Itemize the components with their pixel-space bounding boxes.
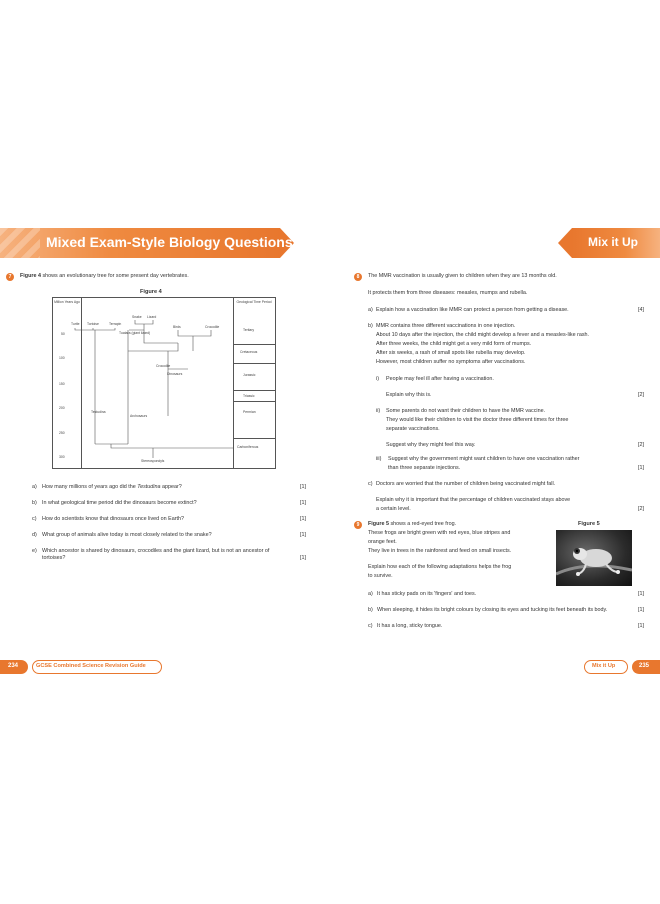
q8-bii-line-3: separate vaccinations. <box>386 426 440 432</box>
q7-intro: Figure 4 shows an evolutionary tree for some present day vertebrates. <box>20 273 189 279</box>
q8-b-line-4: After six weeks, a rash of small spots like rubella may develop. <box>376 350 526 356</box>
page-title: Mixed Exam-Style Biology Questions <box>46 234 293 250</box>
left-footer-text: GCSE Combined Science Revision Guide <box>36 663 146 669</box>
question-number-9: 9 <box>354 521 362 529</box>
q9-line-1: These frogs are bright green with red eyes, blue stripes and <box>368 530 511 536</box>
period-triassic: Triassic <box>243 394 255 398</box>
q8-bii-label: ii) <box>376 408 381 414</box>
label-testudina: Testudina <box>91 410 106 414</box>
section-title: Mix it Up <box>588 235 638 249</box>
age-50: 50 <box>61 332 65 336</box>
age-200: 200 <box>59 406 65 410</box>
label-archosaurs: Archosaurs <box>130 414 148 418</box>
evolutionary-tree-figure <box>52 297 276 469</box>
figure-5-title: Figure 5 <box>578 521 600 527</box>
q8-a-mark: [4] <box>638 307 644 313</box>
col-right-header: Geological Time Period <box>236 300 272 304</box>
q8-c-mark: [2] <box>638 506 644 512</box>
q8-biii-line-2: than three separate injections. <box>388 465 461 471</box>
q9-line-3: They live in trees in the rainforest and feed on small insects. <box>368 548 512 554</box>
figure-4-title: Figure 4 <box>140 289 162 295</box>
q8-bii-question: Suggest why they might feel this way. <box>386 442 476 448</box>
right-footer <box>584 660 660 674</box>
q8-a-text: Explain how a vaccination like MMR can protect a person from getting a disease. <box>376 307 569 313</box>
label-terrapin: Terrapin <box>109 322 122 326</box>
q8-bii-line-1: Some parents do not want their children to have the MMR vaccine. <box>386 408 546 414</box>
q8-biii-line-1: Suggest why the government might want children to have one vaccination rather <box>388 456 580 462</box>
label-stereospondyls: Stereospondyls <box>141 459 165 463</box>
q9-line-2: orange feet. <box>368 539 397 545</box>
q8-b-line-2: About 10 days after the injection, the child might develop a fever and a measles-like rash. <box>376 332 590 338</box>
tree-frog-image <box>556 530 632 586</box>
label-snake: Snake <box>132 315 142 319</box>
tree-branches <box>53 298 275 468</box>
period-tertiary: Tertiary <box>243 328 255 332</box>
q8-c-line-2: a certain level. <box>376 506 411 512</box>
q8-bii-mark: [2] <box>638 442 644 448</box>
left-page-number: 234 <box>8 663 19 669</box>
q8-bi-mark: [2] <box>638 392 644 398</box>
label-crocodile-mid: Crocodile <box>156 364 171 368</box>
q8-a-label: a) <box>368 307 373 313</box>
q8-b-line-1: MMR contains three different vaccinations in one injection. <box>376 323 516 329</box>
left-footer <box>0 660 160 674</box>
age-150: 150 <box>59 382 65 386</box>
period-carboniferous: Carboniferous <box>237 445 259 449</box>
period-cretaceous: Cretaceous <box>240 350 258 354</box>
label-lizard: Lizard <box>147 315 157 319</box>
right-footer-text: Mix it Up <box>592 663 616 669</box>
question-number-7: 7 <box>6 273 14 281</box>
q8-protects: It protects them from three diseases: measles, mumps and rubella. <box>368 290 528 296</box>
label-birds: Birds <box>173 325 181 329</box>
q8-bi-label: i) <box>376 376 379 382</box>
label-crocodile-top: Crocodile <box>205 325 220 329</box>
q8-bii-line-2: They would like their children to visit the doctor three different times for three <box>386 417 569 423</box>
q8-c-text: Doctors are worried that the number of children being vaccinated might fall. <box>376 481 556 487</box>
q8-c-line-1: Explain why it is important that the percentage of children vaccinated stays above <box>376 497 571 503</box>
q9-explain-1: Explain how each of the following adaptations helps the frog <box>368 564 512 570</box>
question-number-8: 8 <box>354 273 362 281</box>
q9-intro: Figure 5 shows a red-eyed tree frog. <box>368 521 457 527</box>
q8-b-label: b) <box>368 323 373 329</box>
right-page-number: 235 <box>639 663 650 669</box>
label-dinosaurs: Dinosaurs <box>167 372 183 376</box>
right-header-banner <box>572 228 660 258</box>
q8-bi-text: People may feel ill after having a vaccination. <box>386 376 494 382</box>
q8-c-label: c) <box>368 481 373 487</box>
age-250: 250 <box>59 431 65 435</box>
period-permian: Permian <box>243 410 256 414</box>
age-300: 300 <box>59 455 65 459</box>
period-jurassic: Jurassic <box>243 373 256 377</box>
col-left-header: Million Years Ago <box>54 300 80 304</box>
age-100: 100 <box>59 356 65 360</box>
label-tuatara: Tuatara (giant lizard) <box>119 331 151 335</box>
q8-b-line-3: After three weeks, the child might get a very mild form of mumps. <box>376 341 532 347</box>
left-header-banner <box>0 228 293 258</box>
label-turtle: Turtle <box>71 322 80 326</box>
q8-biii-label: iii) <box>376 456 382 462</box>
q8-intro: The MMR vaccination is usually given to children when they are 13 months old. <box>368 273 557 279</box>
q9-explain-2: to survive. <box>368 573 393 579</box>
q8-bi-question: Explain why this is. <box>386 392 432 398</box>
label-tortoise: Tortoise <box>87 322 99 326</box>
q8-b-line-5: However, most children suffer no symptoms after vaccinations. <box>376 359 526 365</box>
q8-biii-mark: [1] <box>638 465 644 471</box>
